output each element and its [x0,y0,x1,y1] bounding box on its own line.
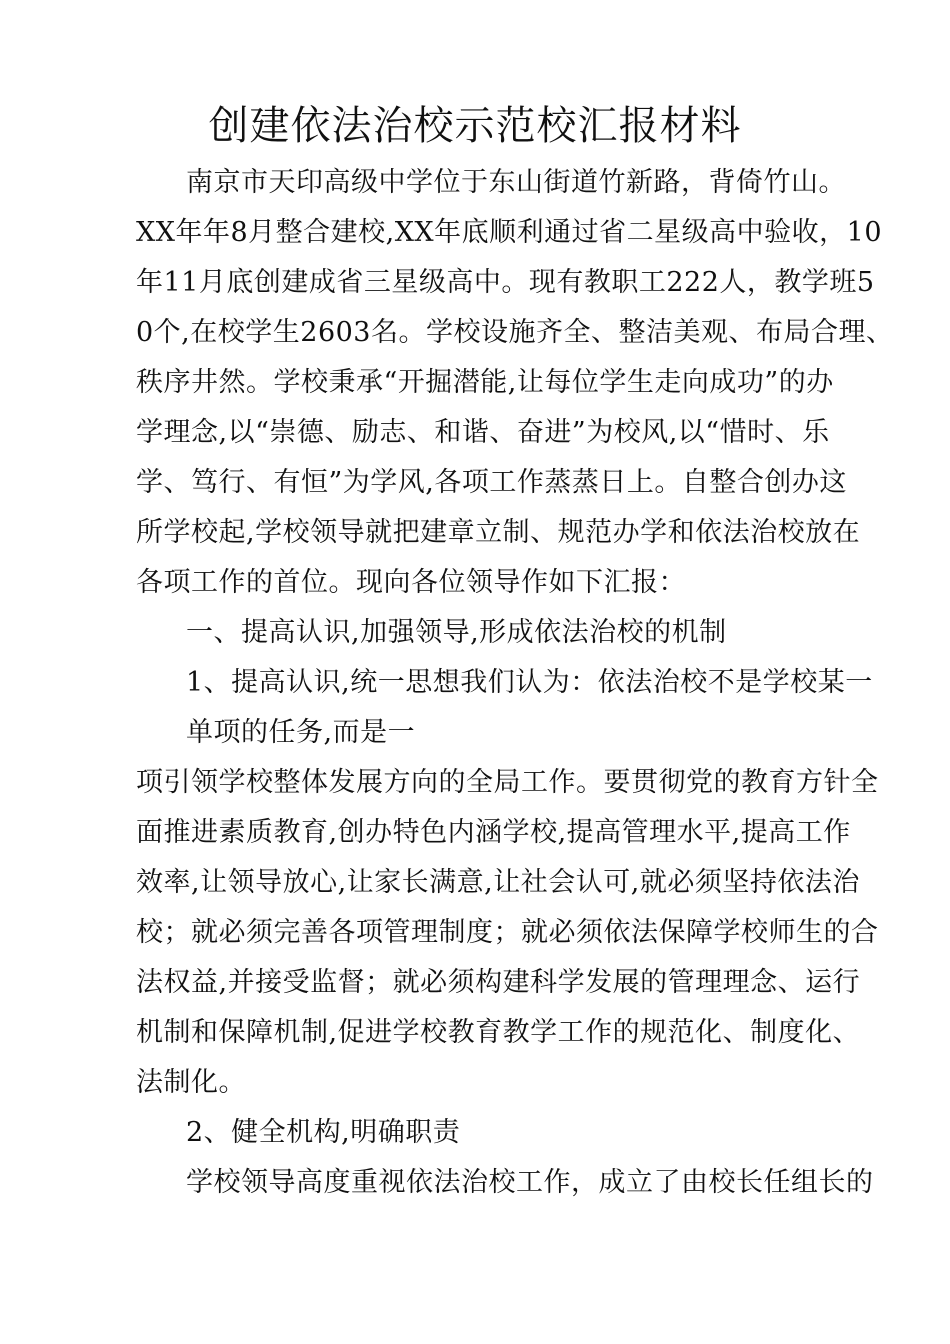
paragraph-line: 各项工作的首位。现向各位领导作如下汇报： [136,567,686,598]
paragraph-line: 秩序井然。学校秉承“开掘潜能,让每位学生走向成功”的办 [136,367,834,398]
paragraph-line: 年11月底创建成省三星级高中。现有教职工222人，教学班5 [136,267,875,298]
paragraph-line: 法权益,并接受监督；就必须构建科学发展的管理理念、运行 [136,967,861,998]
paragraph-line: XX年年8月整合建校,XX年底顺利通过省二星级高中验收，10 [136,217,883,248]
paragraph-line: 面推进素质教育,创办特色内涵学校,提高管理水平,提高工作 [136,817,851,848]
paragraph-line: 项引领学校整体发展方向的全局工作。要贯彻党的教育方针全 [136,767,879,798]
document-title: 创建依法治校示范校汇报材料 [208,103,742,149]
subsection-heading: 1、提高认识,统一思想我们认为：依法治校不是学校某一 [186,667,873,698]
paragraph-line: 学校领导高度重视依法治校工作，成立了由校长任组长的 [186,1167,874,1198]
paragraph-line: 南京市天印高级中学位于东山街道竹新路，背倚竹山。 [186,167,846,198]
paragraph-line: 单项的任务,而是一 [186,717,416,748]
subsection-heading: 2、健全机构,明确职责 [186,1117,461,1148]
paragraph-line: 校；就必须完善各项管理制度；就必须依法保障学校师生的合 [136,917,879,948]
paragraph-line: 所学校起,学校领导就把建章立制、规范办学和依法治校放在 [136,517,861,548]
paragraph-line: 学、笃行、有恒”为学风,各项工作蒸蒸日上。自整合创办这 [136,467,847,498]
paragraph-line: 0个,在校学生2603名。学校设施齐全、整洁美观、布局合理、 [136,317,894,348]
paragraph-line: 法制化。 [136,1067,246,1098]
section-heading: 一、提高认识,加强领导,形成依法治校的机制 [186,617,727,648]
paragraph-line: 学理念,以“崇德、励志、和谐、奋进”为校风,以“惜时、乐 [136,417,830,448]
paragraph-line: 机制和保障机制,促进学校教育教学工作的规范化、制度化、 [136,1017,861,1048]
paragraph-line: 效率,让领导放心,让家长满意,让社会认可,就必须坚持依法治 [136,867,860,898]
